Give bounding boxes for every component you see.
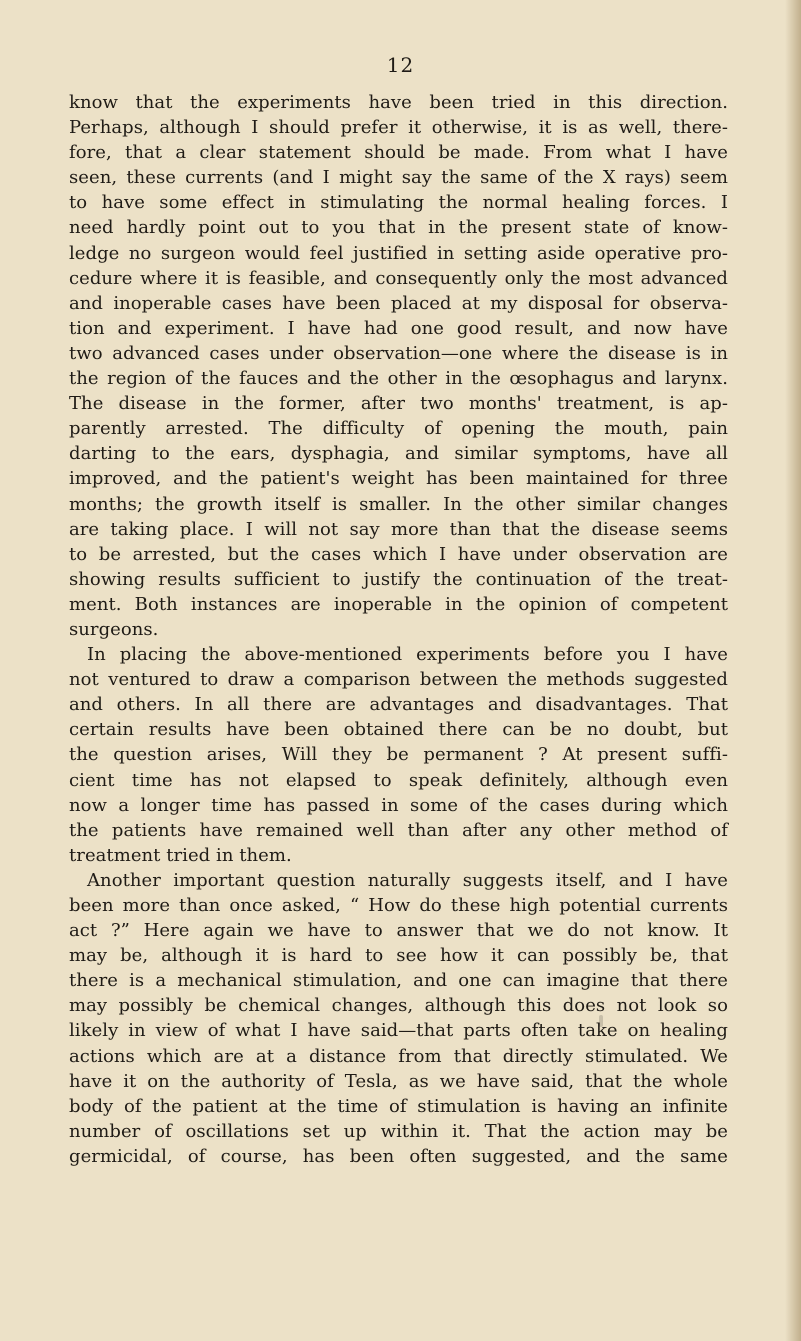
text-line: certain results have been obtained there can be no doubt, but <box>69 719 728 741</box>
text-line: may be, although it is hard to see how it can possibly be, that <box>69 945 728 967</box>
text-line: and others. In all there are advantages and disadvantages. That <box>69 694 728 716</box>
text-line: there is a mechanical stimulation, and one can imagine that there <box>69 970 728 992</box>
text-line: ledge no surgeon would feel justified in setting aside operative pro- <box>69 242 728 264</box>
text-line: have it on the authority of Tesla, as we have said, that the whole <box>69 1070 728 1092</box>
text-line: are taking place. I will not say more than that the disease seems <box>69 518 728 540</box>
text-line: germicidal, of course, has been often suggested, and the same <box>69 1145 728 1167</box>
text-line: to have some effect in stimulating the normal healing forces. I <box>69 192 728 214</box>
text-line: now a longer time has passed in some of the cases during which <box>69 794 728 816</box>
page-number: 12 <box>386 53 415 77</box>
text-line: surgeons. <box>69 618 159 640</box>
text-line: act ?” Here again we have to answer that we do not know. It <box>69 920 728 942</box>
text-line: Perhaps, although I should prefer it otherwise, it is as well, there- <box>69 117 728 139</box>
text-line: seen, these currents (and I might say the same of the X rays) seem <box>69 167 728 189</box>
text-line: the question arises, Will they be permanent ? At present suffi- <box>69 744 728 766</box>
text-line: fore, that a clear statement should be made. From what I have <box>69 142 728 164</box>
text-line: showing results sufficient to justify the continuation of the treat- <box>69 568 728 590</box>
text-line: parently arrested. The difficulty of opening the mouth, pain <box>69 418 728 440</box>
text-line: The disease in the former, after two months' treatment, is ap- <box>69 393 728 415</box>
text-line: two advanced cases under observation—one where the disease is in <box>69 342 728 364</box>
text-line: cient time has not elapsed to speak definitely, although even <box>69 769 728 791</box>
text-line: In placing the above-mentioned experiments before you I have <box>87 644 728 666</box>
text-line: tion and experiment. I have had one good result, and now have <box>69 317 728 339</box>
text-line: number of oscillations set up within it. That the action may be <box>69 1120 728 1142</box>
text-line: and inoperable cases have been placed at my disposal for observa- <box>69 292 728 314</box>
text-line: the region of the fauces and the other in the œsophagus and larynx. <box>69 368 728 390</box>
text-line: not ventured to draw a comparison between the methods suggested <box>69 669 728 691</box>
text-line: may possibly be chemical changes, although this does not look so <box>69 995 728 1017</box>
text-line: Another important question naturally suggests itself, and I have <box>87 869 728 891</box>
text-line: been more than once asked, “ How do these high potential currents <box>69 895 728 916</box>
text-line: months; the growth itself is smaller. In the other similar changes <box>69 493 728 515</box>
text-line: need hardly point out to you that in the present state of know- <box>69 217 728 239</box>
page-edge-shadow <box>785 0 801 1341</box>
text-line: ment. Both instances are inoperable in the opinion of competent <box>69 593 728 615</box>
text-line: to be arrested, but the cases which I have under observation are <box>69 543 728 565</box>
text-line: actions which are at a distance from that directly stimulated. We <box>69 1045 728 1067</box>
body-text <box>69 90 728 1169</box>
text-line: improved, and the patient's weight has been maintained for three <box>69 468 728 490</box>
text-line: cedure where it is feasible, and consequently only the most advanced <box>69 267 728 289</box>
scan-mark <box>599 1015 603 1027</box>
text-line: treatment tried in them. <box>69 844 292 866</box>
text-line: body of the patient at the time of stimulation is having an infinite <box>69 1095 728 1117</box>
text-line: know that the experiments have been tried in this direction. <box>69 92 728 113</box>
text-line: likely in view of what I have said—that parts often take on healing <box>69 1020 728 1042</box>
text-line: darting to the ears, dysphagia, and similar symptoms, have all <box>69 443 728 465</box>
text-line: the patients have remained well than after any other method of <box>69 819 728 841</box>
